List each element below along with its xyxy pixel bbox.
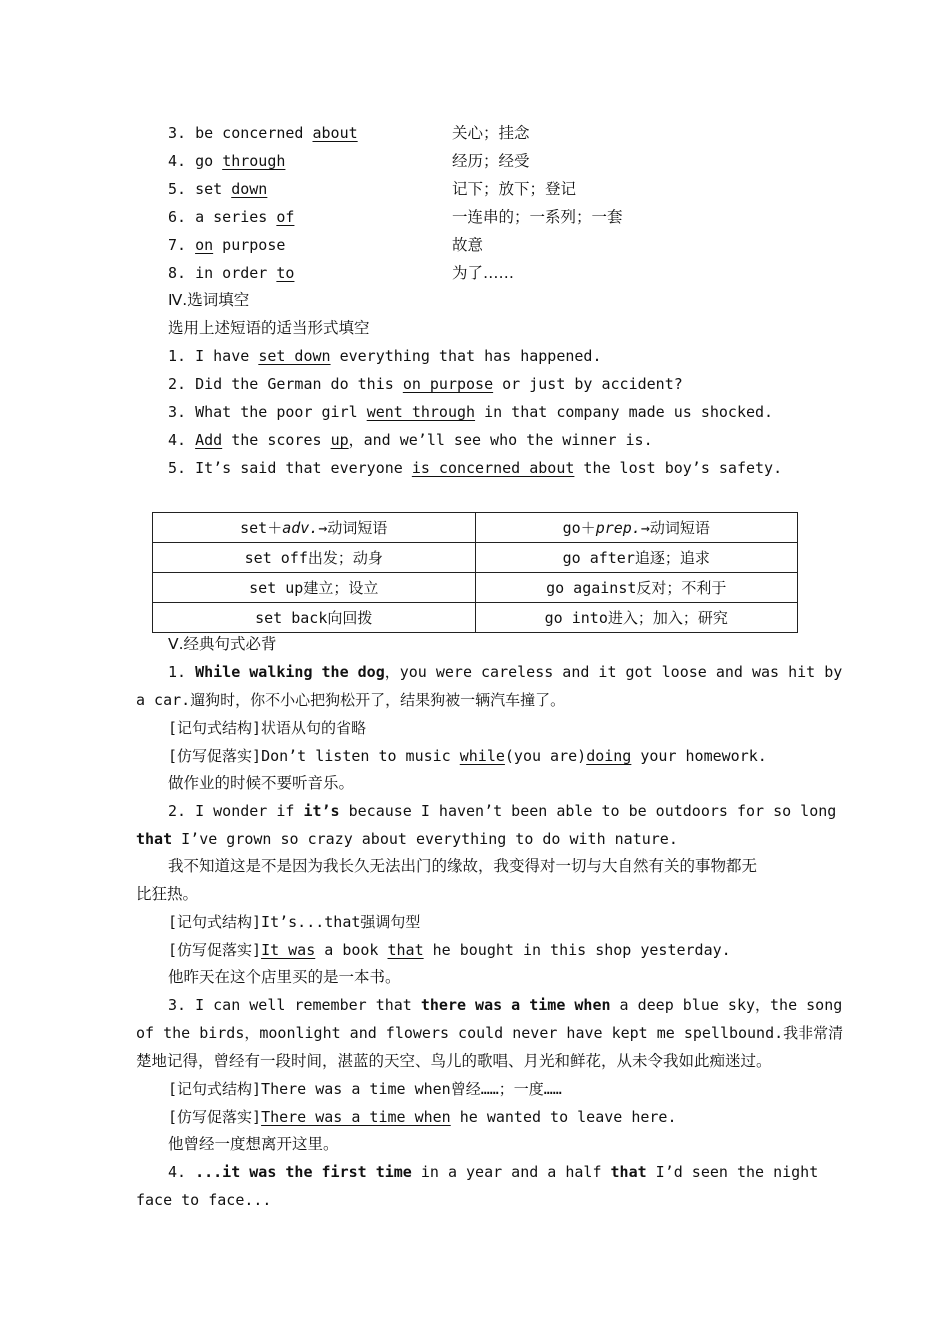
phrase-text: in order [195,264,277,282]
sentence-line [168,1162,818,1182]
phrase-meaning: 为了…… [452,264,515,282]
phrase-table [152,512,798,633]
answer-text: while [459,747,505,765]
table-row [153,603,798,633]
sentence-text: the lost boy’s safety. [574,459,783,477]
table-cell: set back向回拨 [153,603,476,633]
key-phrase: it’s [303,802,340,820]
item-number: 2. [168,802,187,820]
sentence-text: he bought in this shop yesterday. [423,941,731,959]
item-number: 3. [168,124,187,142]
phrase-text: set [195,180,232,198]
phrase-meaning: 故意 [452,236,484,254]
table-header-cell: go＋prep.→动词短语 [475,513,798,543]
table-row [153,573,798,603]
exercise-item [168,346,602,366]
key-phrase: there was a time when [420,996,611,1014]
sentence-text: I’d seen the night [646,1163,819,1181]
answer-text: went through [366,403,476,421]
answer-text: set down [258,347,331,365]
table-cell: set off出发；动身 [153,543,476,573]
sentence-line [168,995,842,1015]
translation-line: 楚地记得，曾经有一段时间，湛蓝的天空、鸟儿的歌唱、月光和鲜花，从未令我如此痴迷过。 [136,1052,772,1070]
table-header-row [153,513,798,543]
table-cell: go into进入；加入；研究 [475,603,798,633]
table-row [153,543,798,573]
structure-note: [记句式结构]状语从句的省略 [168,719,367,737]
sentence-text: I have [195,347,259,365]
phrase-meaning: 一连串的；一系列；一套 [452,208,623,226]
item-number: 4. [168,152,187,170]
sentence-text: (you are) [504,747,587,765]
item-number: 5. [168,180,187,198]
sentence-text: everything that has happened. [330,347,602,365]
key-phrase: While walking the dog [195,663,385,681]
table-header-cell: set＋adv.→动词短语 [153,513,476,543]
exercise-item [168,374,683,394]
sentence-text: the scores [222,431,331,449]
practice-label: [仿写促落实] [168,747,262,765]
answer-text: There was a time when [261,1108,451,1126]
phrase-answer: down [231,180,268,198]
item-number: 4. [168,1163,187,1181]
phrase-item [168,207,294,227]
phrase-answer: about [312,124,358,142]
sentence-text: Don’t listen to music [261,747,460,765]
sentence-text: I’ve grown so crazy about everything to do with nature. [172,830,678,848]
structure-note: [记句式结构]It’s...that强调句型 [168,913,421,931]
phrase-item [168,263,294,283]
translation-line: 他曾经一度想离开这里。 [168,1135,339,1153]
phrase-answer: through [222,152,286,170]
sentence-line: of the birds，moonlight and flowers could never have kept me spellbound.我非常清 [136,1024,844,1042]
key-phrase: ...it was the first time [195,1163,412,1181]
sentence-line: a car.遛狗时，你不小心把狗松开了，结果狗被一辆汽车撞了。 [136,691,566,709]
item-number: 2. [168,375,187,393]
phrase-item [168,179,267,199]
phrase-answer: of [276,208,295,226]
sentence-text: ，and we’ll see who the winner is. [348,431,653,449]
item-number: 8. [168,264,187,282]
answer-text: doing [586,747,632,765]
answer-text: is concerned about [411,459,575,477]
practice-label: [仿写促落实] [168,941,262,959]
section-instruction: 选用上述短语的适当形式填空 [168,319,370,337]
sentence-text: because I haven’t been able to be outdoors for so long [339,802,837,820]
item-number: 3. [168,996,187,1014]
exercise-item [168,430,653,450]
sentence-text: ，you were careless and it got loose and was hit by [384,663,843,681]
sentence-text: a deep blue sky，the song [610,996,843,1014]
practice-line [168,1107,677,1127]
answer-text: that [387,941,424,959]
sentence-text: What the poor girl [195,403,367,421]
item-number: 5. [168,459,187,477]
sentence-text: in that company made us shocked. [475,403,774,421]
phrase-answer: to [276,264,295,282]
phrase-text: be concerned [195,124,313,142]
table-cell: set up建立；设立 [153,573,476,603]
phrase-item [168,123,358,143]
sentence-text: I wonder if [195,802,304,820]
sentence-line: face to face... [136,1191,272,1209]
exercise-item [168,458,782,478]
item-number: 4. [168,431,187,449]
sentence-line [136,829,678,849]
sentence-text: your homework. [631,747,767,765]
answer-text: up [330,431,349,449]
phrase-meaning: 经历；经受 [452,152,530,170]
answer-text: Add [195,431,223,449]
key-phrase: that [136,830,173,848]
item-number: 6. [168,208,187,226]
answer-text: It was [261,941,316,959]
phrase-meaning: 记下；放下；登记 [452,180,577,198]
item-number: 1. [168,347,187,365]
sentence-text: It’s said that everyone [195,459,412,477]
sentence-text: he wanted to leave here. [450,1108,677,1126]
sentence-text: a book [315,941,388,959]
practice-line [168,746,767,766]
translation-line: 做作业的时候不要听音乐。 [168,774,355,792]
item-number: 7. [168,236,187,254]
translation-line: 比狂热。 [136,885,199,903]
sentence-line [168,662,842,682]
item-number: 1. [168,663,187,681]
sentence-text: or just by accident? [493,375,683,393]
table-cell: go after追逐；追求 [475,543,798,573]
section-title: Ⅴ.经典句式必背 [168,635,277,653]
translation-line: 我不知道这是不是因为我长久无法出门的缘故，我变得对一切与大自然有关的事物都无 [168,857,758,875]
phrase-text: go [195,152,223,170]
phrase-text: purpose [213,236,286,254]
phrase-item [168,151,285,171]
practice-label: [仿写促落实] [168,1108,262,1126]
phrase-meaning: 关心；挂念 [452,124,530,142]
phrase-answer: on [195,236,214,254]
answer-text: on purpose [402,375,494,393]
table-cell: go against反对；不利于 [475,573,798,603]
key-phrase: that [610,1163,647,1181]
exercise-item [168,402,773,422]
phrase-text: a series [195,208,277,226]
sentence-text: I can well remember that [195,996,421,1014]
sentence-line [168,801,836,821]
section-title: Ⅳ.选词填空 [168,291,250,309]
structure-note: [记句式结构]There was a time when曾经……；一度…… [168,1080,562,1098]
sentence-text: Did the German do this [195,375,403,393]
item-number: 3. [168,403,187,421]
practice-line [168,940,731,960]
sentence-text: in a year and a half [411,1163,611,1181]
phrase-item [168,235,285,255]
translation-line: 他昨天在这个店里买的是一本书。 [168,968,401,986]
